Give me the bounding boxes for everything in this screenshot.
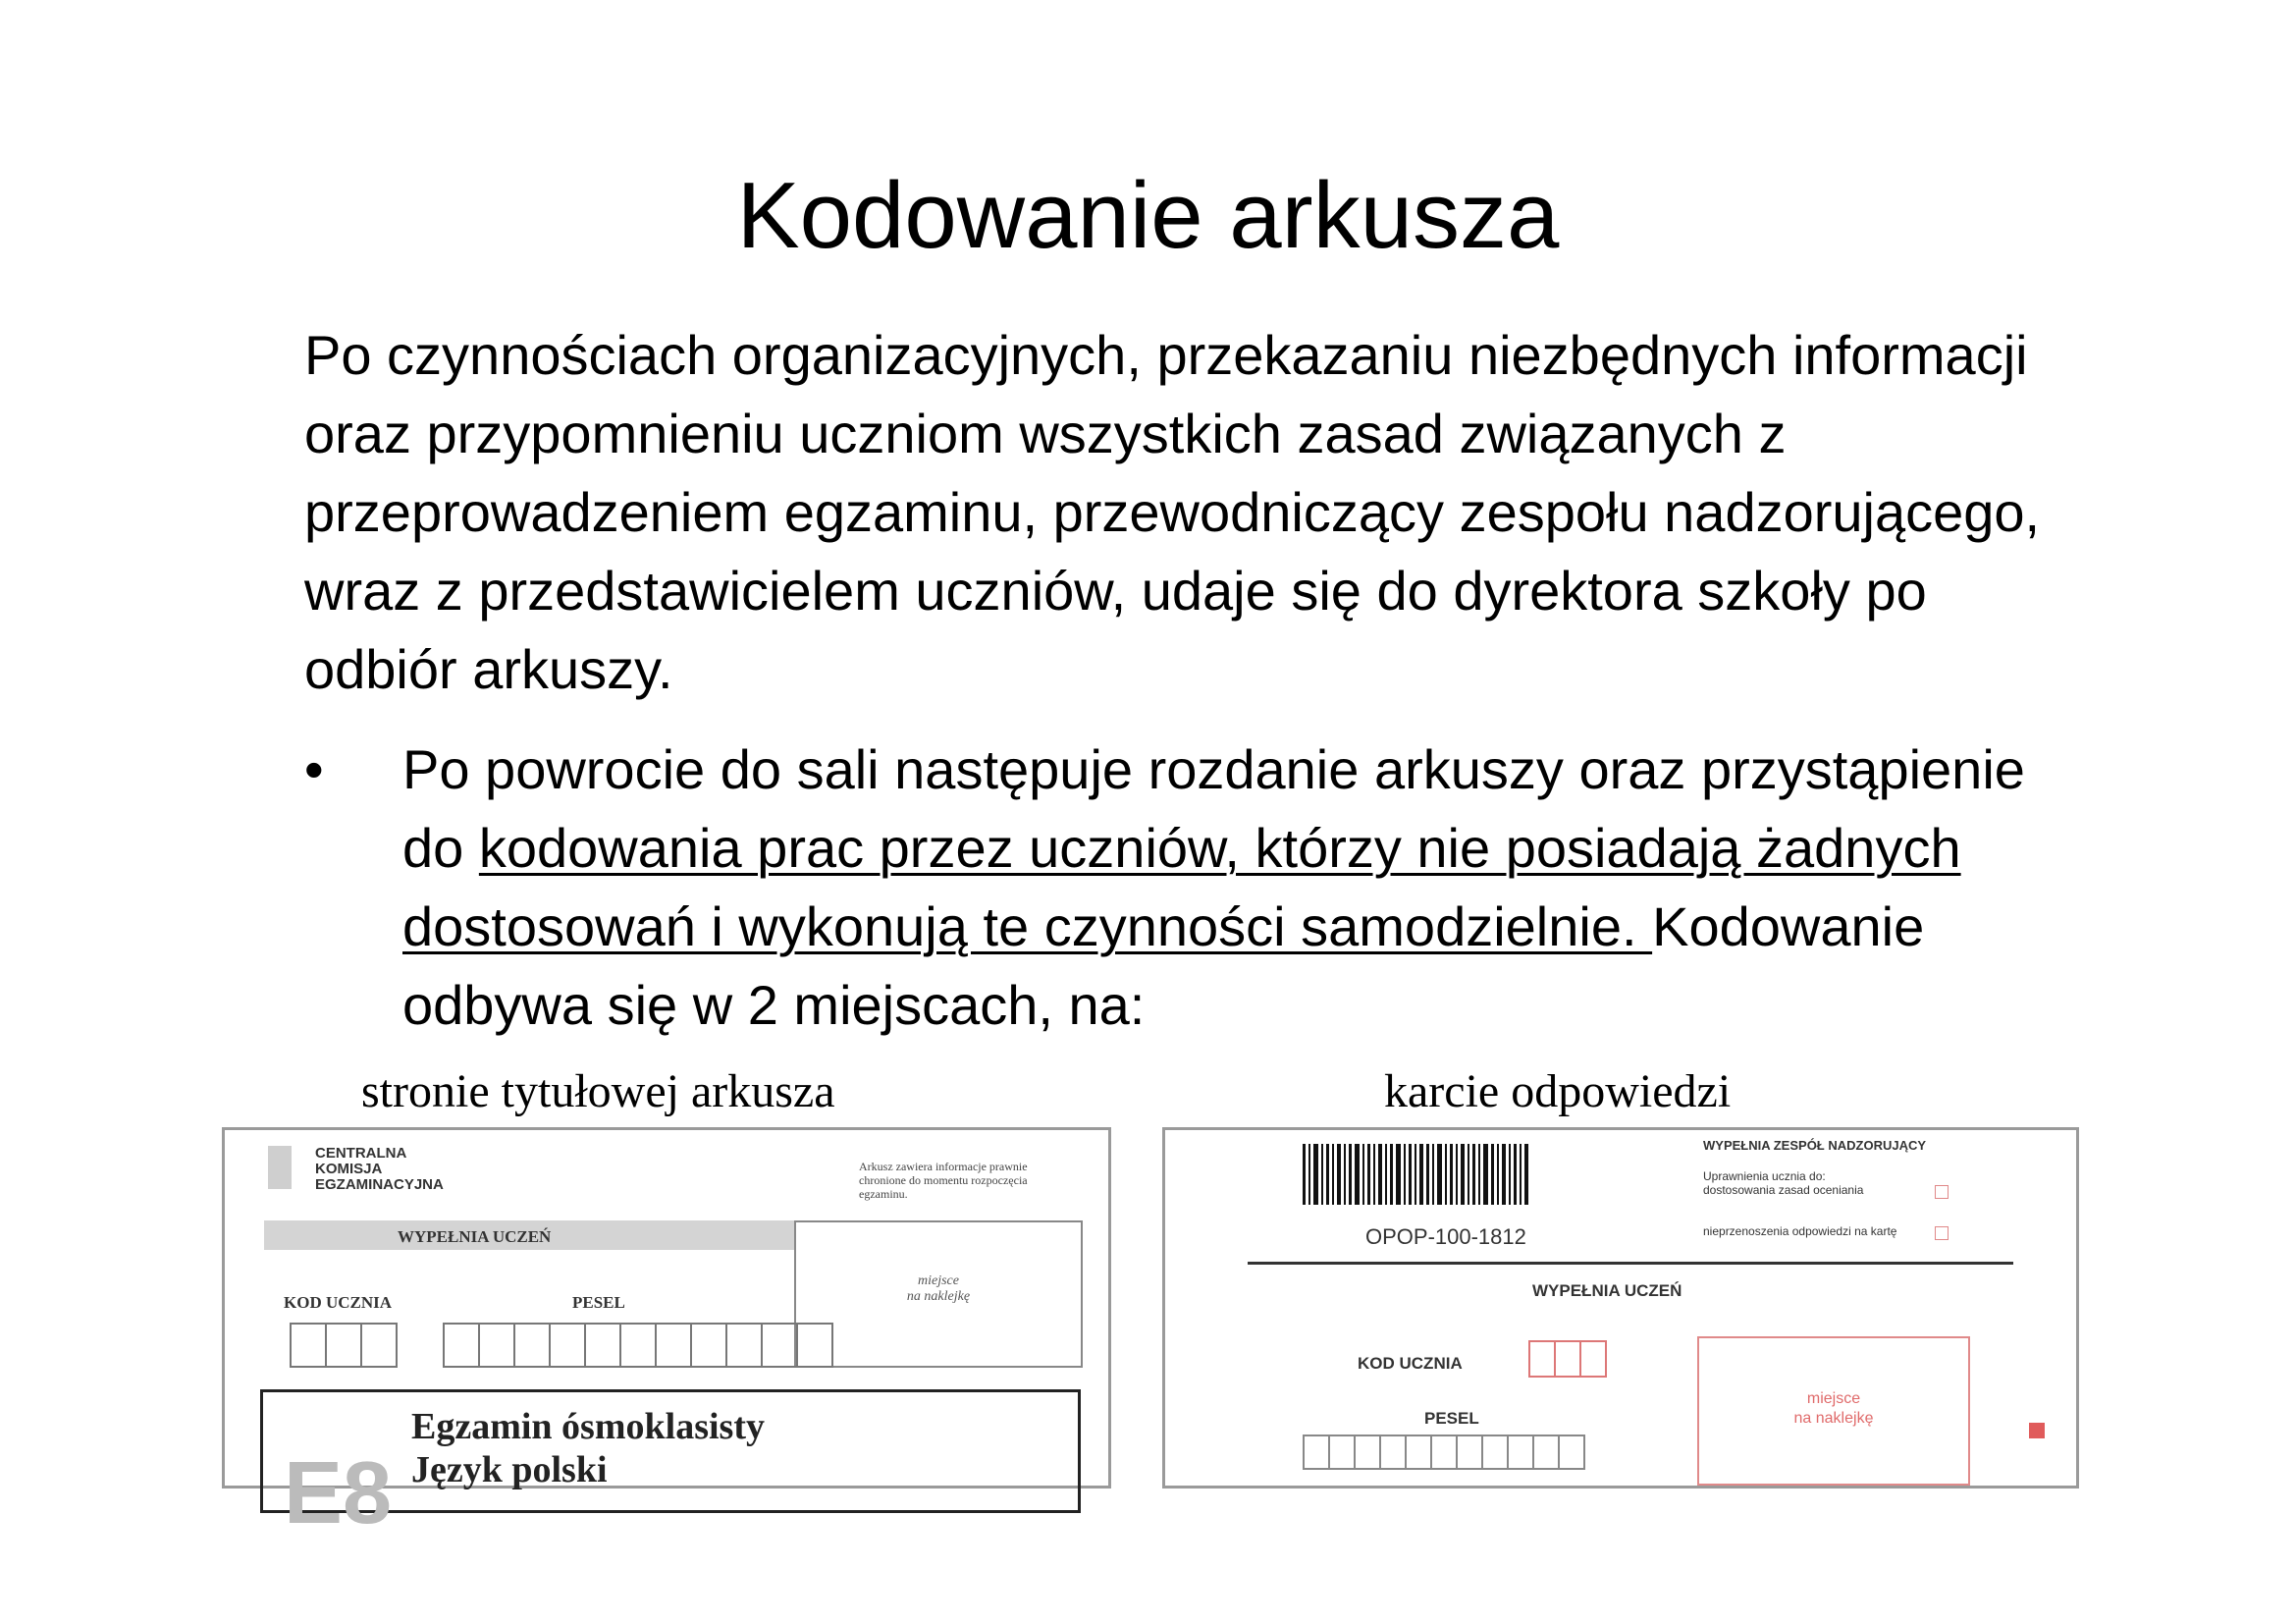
adjusted-grading-checkbox[interactable] [1935,1185,1949,1199]
right-image-caption: karcie odpowiedzi [1384,1065,1732,1117]
staff-fill-label: WYPEŁNIA ZESPÓŁ NADZORUJĄCY [1703,1138,1927,1153]
left-image-caption: stronie tytułowej arkusza [361,1065,835,1117]
exam-subject: Język polski [411,1449,608,1490]
bullet-text-start: Po powrocie do sali następuje rozdanie arkuszy oraz przystąpienie do [402,738,2025,879]
student-fill-label: WYPEŁNIA UCZEŃ [398,1227,552,1246]
org-name-line2: KOMISJA [315,1161,383,1177]
exam-logo-graphic: E8 [284,1444,393,1543]
slide-title: Kodowanie arkusza [736,163,1560,268]
sticker-label-line1: miejsce [1806,1390,1861,1407]
org-name-line1: CENTRALNA [315,1145,407,1162]
sticker-placeholder [1697,1336,1970,1486]
sticker-label-line2: na naklejkę [906,1289,971,1304]
pesel-label: PESEL [572,1293,625,1312]
title-page-image [222,1127,1111,1543]
pesel-boxes [443,1323,831,1368]
bullet-paragraph [402,731,2071,1045]
confidentiality-notice: Arkusz zawiera informacje prawnie chronione do momentu rozpoczęcia egzaminu. [859,1160,1028,1201]
bullet-underlined-text: kodowania prac przez uczniów, którzy nie posiadają żadnych dostosowań i wykonują te czynności samodzielnie. [402,817,1961,957]
barcode-graphic [1303,1144,1597,1205]
bullet-marker: • [304,738,324,800]
pesel-label: PESEL [1424,1409,1479,1428]
sticker-label-line1: miejsce [918,1273,959,1288]
intro-paragraph: Po czynnościach organizacyjnych, przekazaniu niezbędnych informacji oraz przypomnieniu uczniom wszystkich zasad związanych z przeprowadzeniem egzaminu, przewodniczący zespołu nadzorującego, wraz z przedstawicielem uczniów, udaje się do dyrektora szkoły po odbiór arkuszy. [304,324,2041,700]
cke-logo [268,1146,292,1189]
bullet-text-end: Kodowanie odbywa się w 2 miejscach, na: [402,895,1925,1036]
student-code-boxes [1528,1340,1605,1378]
student-code-boxes [290,1323,396,1368]
org-name-line3: EGZAMINACYJNA [315,1176,444,1193]
sticker-label-line2: na naklejkę [1793,1410,1874,1427]
student-fill-label: WYPEŁNIA UCZEŃ [1532,1281,1682,1300]
student-code-label: KOD UCZNIA [284,1293,393,1312]
pesel-boxes [1303,1435,1583,1470]
answer-card-image [1162,1127,2079,1489]
student-code-label: KOD UCZNIA [1358,1354,1463,1373]
sticker-placeholder [794,1220,1083,1368]
section-divider [1248,1262,2013,1265]
no-transfer-checkbox[interactable] [1935,1226,1949,1240]
alignment-marker [2029,1423,2045,1438]
sheet-code: OPOP-100-1812 [1365,1224,1526,1249]
permission-no-transfer: nieprzenoszenia odpowiedzi na kartę [1703,1224,1897,1238]
exam-title: Egzamin ósmoklasisty [411,1406,765,1447]
permission-adjusted-grading: dostosowania zasad oceniania [1703,1183,1864,1197]
permissions-heading: Uprawnienia ucznia do: [1703,1169,1826,1183]
